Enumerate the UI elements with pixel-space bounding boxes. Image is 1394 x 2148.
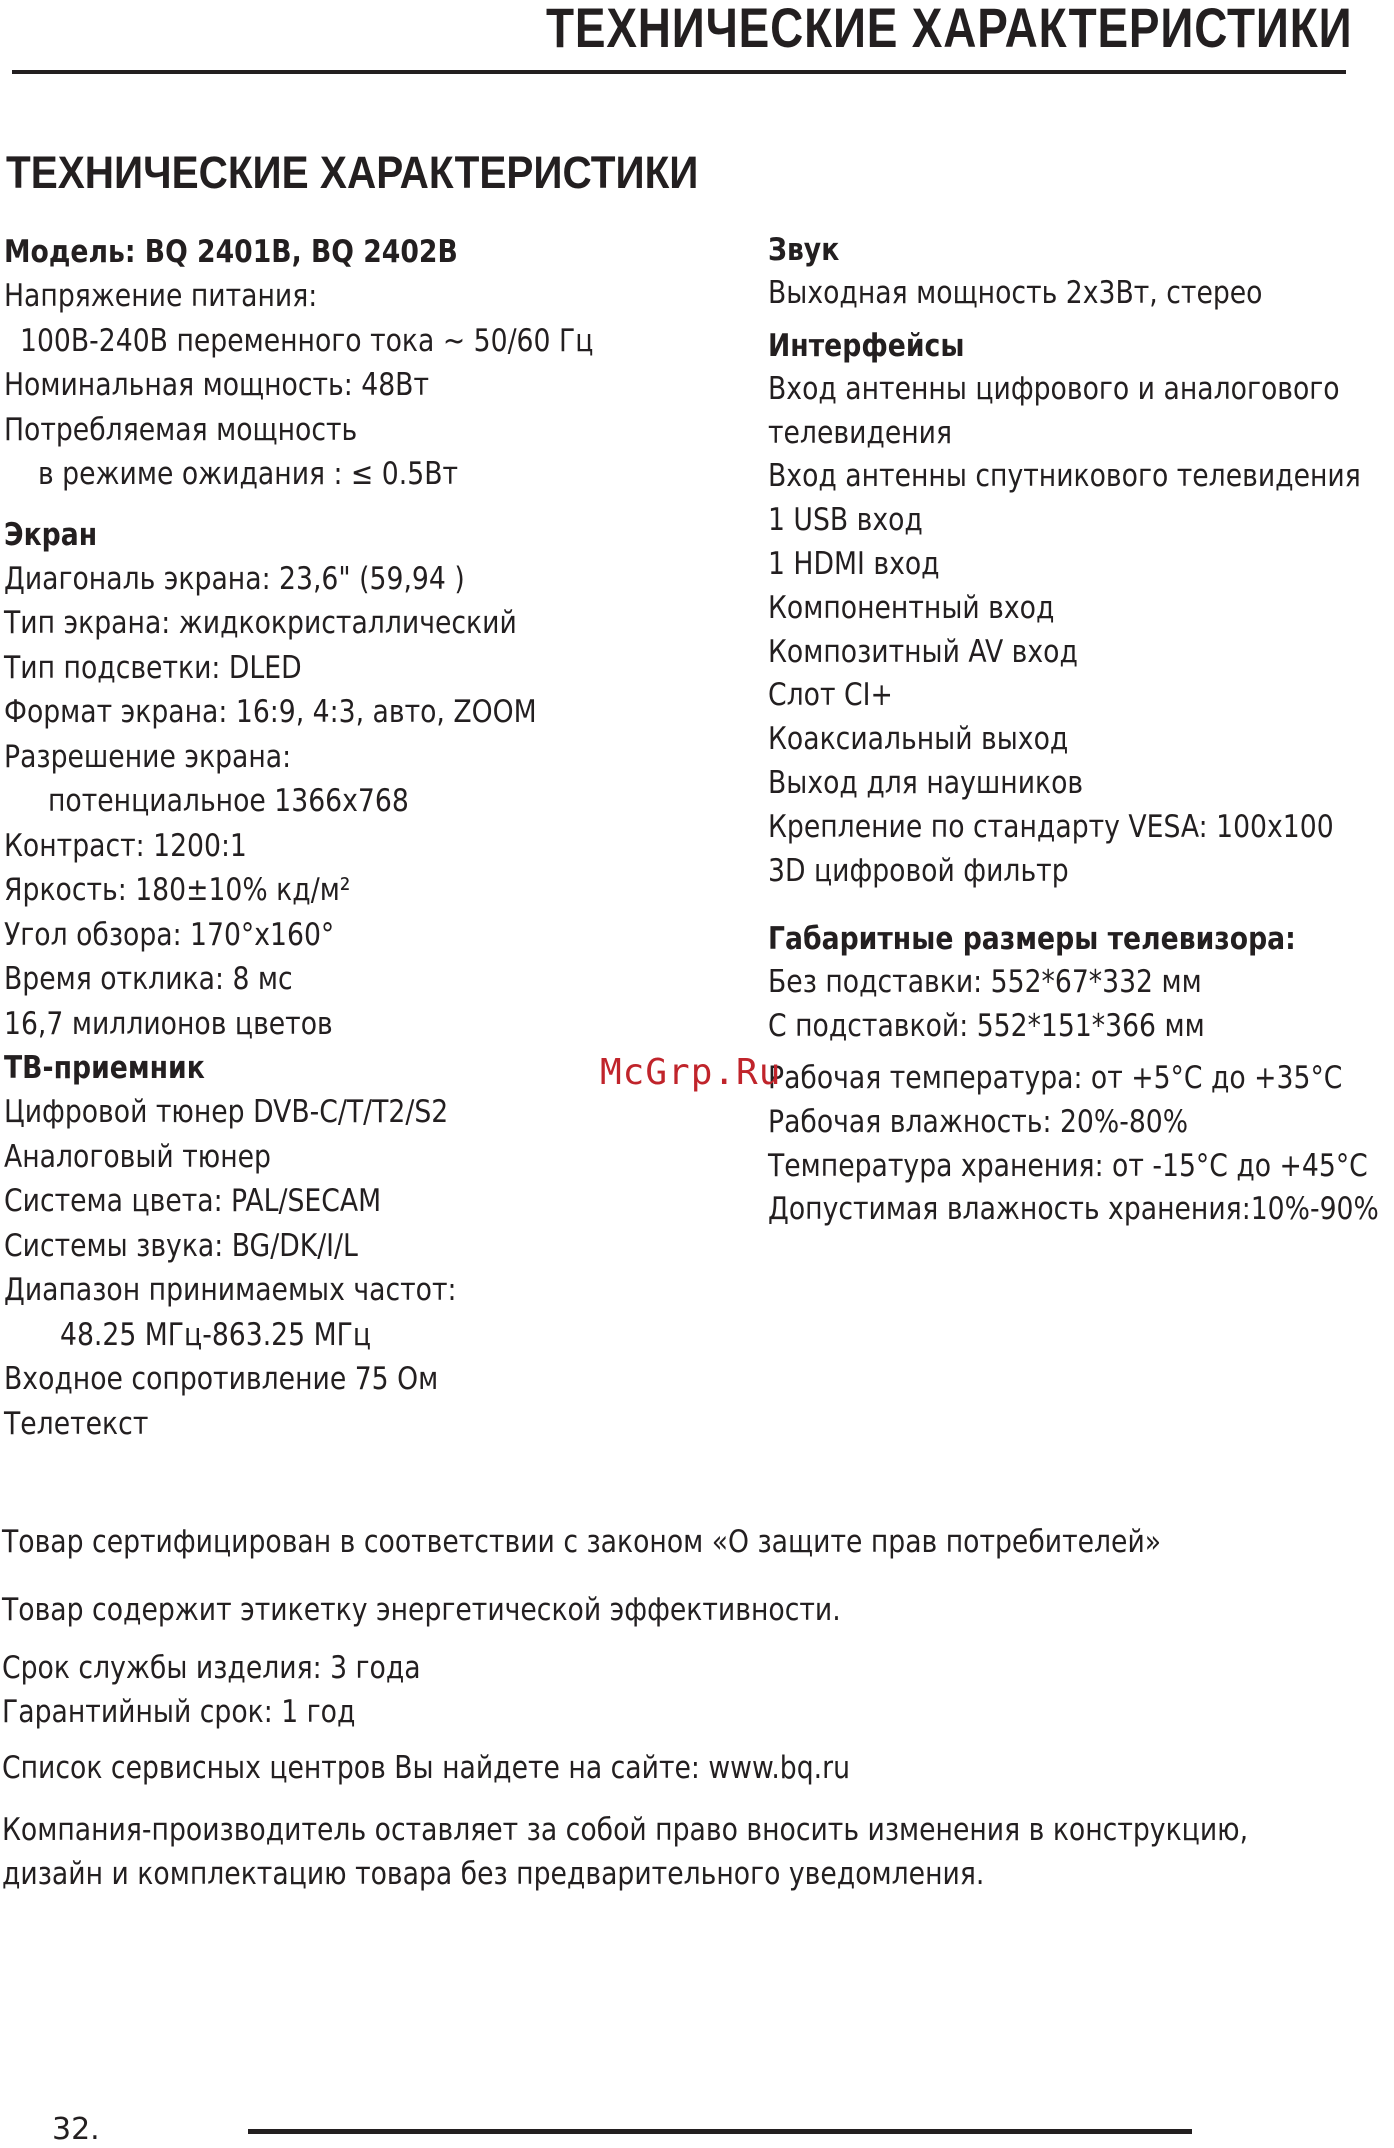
- dimensions-line: Без подставки: 552*67*332 мм: [768, 964, 1202, 1001]
- header-title: ТЕХНИЧЕСКИЕ ХАРАКТЕРИСТИКИ: [545, 0, 1352, 59]
- interface-line: Коаксиальный выход: [768, 721, 1069, 758]
- interface-line: 3D цифровой фильтр: [768, 852, 1069, 889]
- disclaimer: Компания-производитель оставляет за собой право вносить изменения в конструкцию,: [2, 1812, 1249, 1848]
- service-centers-note: Список сервисных центров Вы найдете на сайте: www.bq.ru: [2, 1750, 850, 1786]
- tv-line: 48.25 МГц-863.25 МГц: [60, 1316, 371, 1353]
- model-heading: Модель: BQ 2401B, BQ 2402B: [4, 234, 458, 270]
- tv-line: Система цвета: PAL/SECAM: [4, 1183, 382, 1219]
- screen-line: Тип экрана: жидкокристаллический: [4, 605, 517, 641]
- interface-line: 1 HDMI вход: [768, 545, 940, 582]
- interface-line: телевидения: [768, 414, 953, 451]
- left-column: [4, 230, 744, 1446]
- screen-line: Яркость: 180±10% кд/м²: [4, 872, 351, 908]
- sound-line: Выходная мощность 2х3Вт, стерео: [768, 275, 1263, 311]
- service-life: Срок службы изделия: 3 года: [2, 1650, 421, 1686]
- screen-line: Угол обзора: 170°x160°: [4, 916, 335, 953]
- energy-label-note: Товар содержит этикетку энергетической эффективности.: [2, 1592, 841, 1628]
- power-line: Потребляемая мощность: [4, 411, 358, 448]
- tv-line: Системы звука: BG/DK/I/L: [4, 1227, 358, 1264]
- page-number: 32.: [52, 2112, 100, 2147]
- interface-line: 1 USB вход: [768, 502, 923, 539]
- screen-line: Тип подсветки: DLED: [4, 649, 302, 686]
- screen-line: Диагональ экрана: 23,6" (59,94 ): [4, 560, 465, 597]
- warranty: Гарантийный срок: 1 год: [2, 1694, 356, 1730]
- tv-line: Телетекст: [4, 1405, 149, 1442]
- dimensions-heading: Габаритные размеры телевизора:: [768, 921, 1296, 958]
- watermark: McGrp.Ru: [600, 1052, 782, 1093]
- certified-note: Товар сертифицирован в соответствии с законом «О защите прав потребителей»: [2, 1524, 1162, 1560]
- interface-line: Крепление по стандарту VESA: 100х100: [768, 808, 1334, 845]
- conditions-line: Температура хранения: от -15°С до +45°С: [768, 1147, 1368, 1184]
- interfaces-heading: Интерфейсы: [768, 327, 965, 364]
- power-line: 100В-240В переменного тока ~ 50/60 Гц: [20, 322, 594, 359]
- power-line: Номинальная мощность: 48Вт: [4, 367, 429, 403]
- page-title: ТЕХНИЧЕСКИЕ ХАРАКТЕРИСТИКИ: [6, 147, 699, 198]
- header-rule: [12, 70, 1346, 74]
- power-line: Напряжение питания:: [4, 278, 318, 314]
- screen-heading: Экран: [4, 516, 98, 553]
- tv-line: Диапазон принимаемых частот:: [4, 1272, 457, 1308]
- screen-line: Формат экрана: 16:9, 4:3, авто, ZOOM: [4, 694, 537, 730]
- power-line: в режиме ожидания : ≤ 0.5Вт: [38, 456, 459, 492]
- disclaimer: дизайн и комплектацию товара без предварительного уведомления.: [2, 1856, 985, 1892]
- screen-line: 16,7 миллионов цветов: [4, 1005, 333, 1042]
- dimensions-line: С подставкой: 552*151*366 мм: [768, 1008, 1205, 1045]
- interface-line: Вход антенны цифрового и аналогового: [768, 370, 1340, 407]
- tv-line: Аналоговый тюнер: [4, 1138, 271, 1175]
- screen-line: Разрешение экрана:: [4, 738, 292, 775]
- screen-line: потенциальное 1366х768: [48, 783, 409, 819]
- conditions-line: Рабочая влажность: 20%-80%: [768, 1103, 1189, 1140]
- interface-line: Слот CI+: [768, 677, 893, 714]
- interface-line: Композитный AV вход: [768, 633, 1078, 670]
- tv-heading: ТВ-приемник: [4, 1050, 205, 1086]
- screen-line: Время отклика: 8 мс: [4, 961, 293, 997]
- footer-rule: [248, 2129, 1192, 2134]
- conditions-line: Рабочая температура: от +5°С до +35°С: [768, 1059, 1343, 1096]
- interface-line: Вход антенны спутникового телевидения: [768, 458, 1361, 495]
- footer-notes: [2, 1520, 1382, 1896]
- interface-line: Компонентный вход: [768, 589, 1055, 626]
- screen-line: Контраст: 1200:1: [4, 827, 247, 864]
- interface-line: Выход для наушников: [768, 764, 1084, 801]
- tv-line: Входное сопротивление 75 Ом: [4, 1361, 439, 1397]
- right-column: [768, 228, 1393, 1232]
- tv-line: Цифровой тюнер DVB-C/T/T2/S2: [4, 1094, 449, 1130]
- conditions-line: Допустимая влажность хранения:10%-90%: [768, 1191, 1379, 1228]
- sound-heading: Звук: [768, 232, 840, 268]
